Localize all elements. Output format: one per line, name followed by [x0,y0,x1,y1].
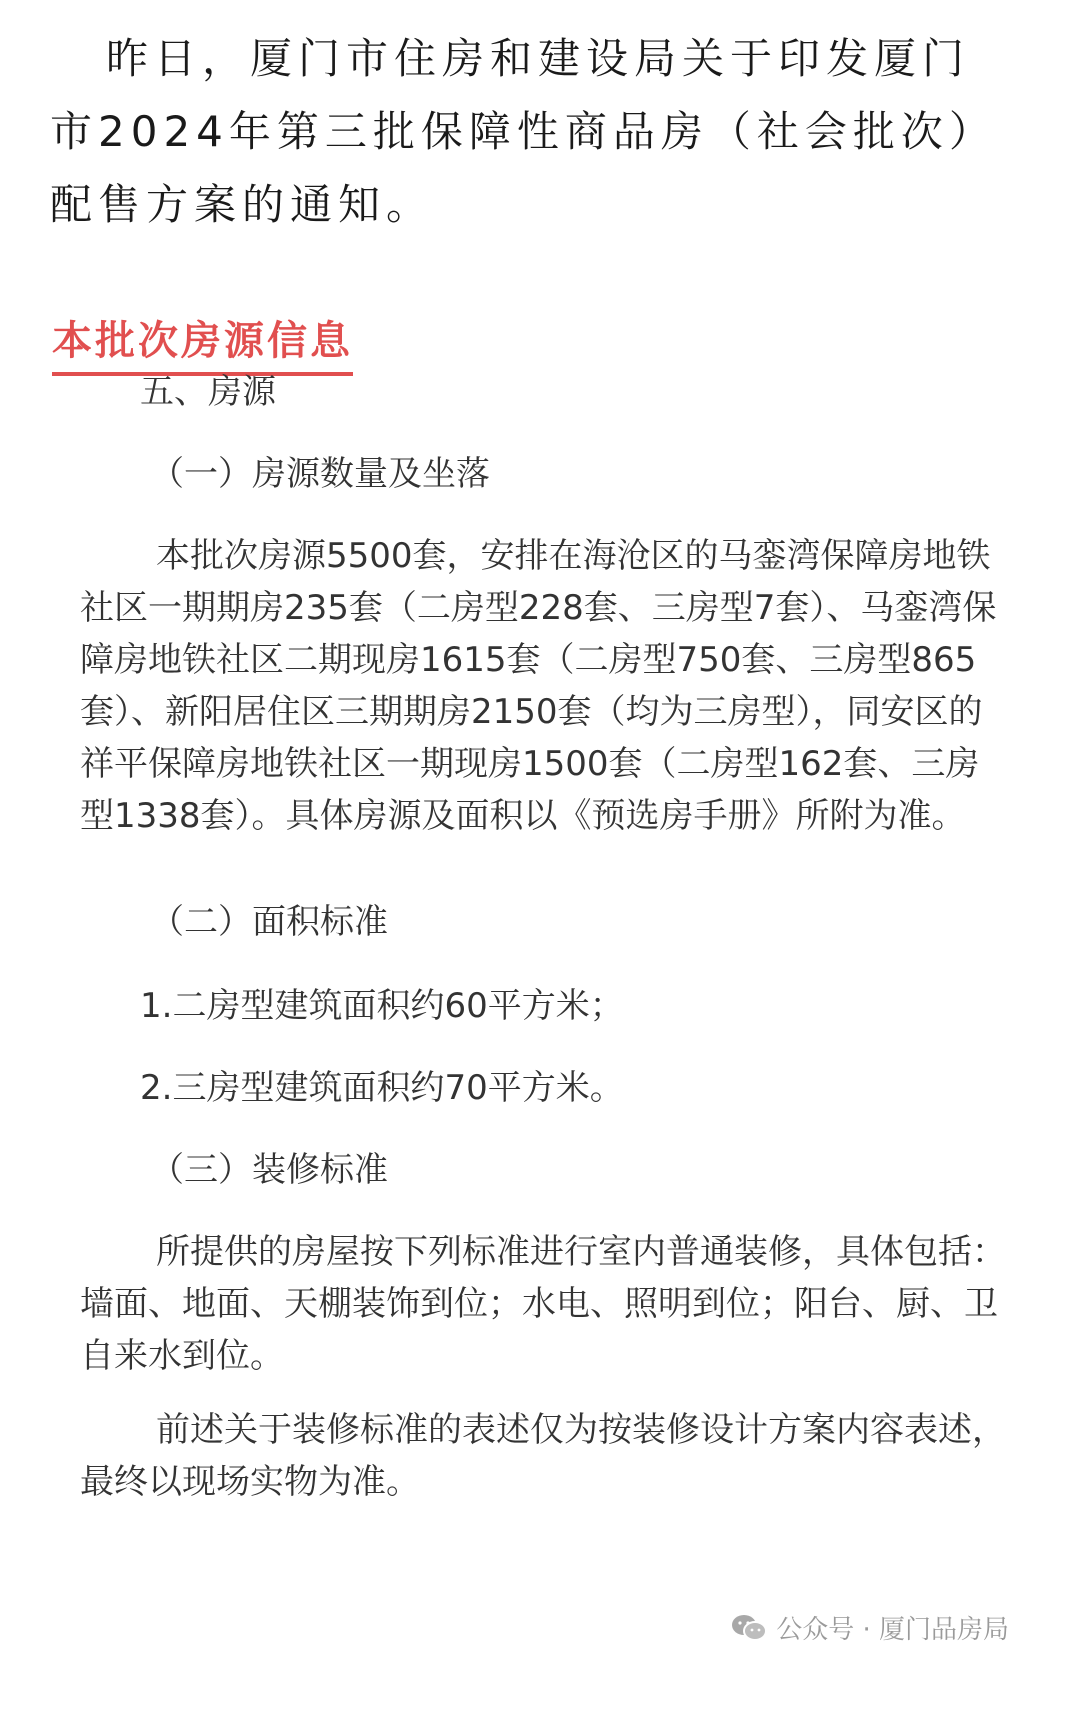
subheading-area-standard: （二）面积标准 [150,902,388,942]
paragraph-quantity-location [80,530,1010,842]
subheading-quantity-location: （一）房源数量及坐落 [150,454,490,494]
paragraph-decoration-note [80,1404,1010,1508]
section-title: 本批次房源信息 [52,318,353,376]
section-heading-housing: 五、房源 [140,372,276,412]
paragraph-decoration-standard [80,1226,1010,1382]
watermark-text: 公众号 · 厦门品房局 [776,1615,1009,1645]
subheading-decoration-standard: （三）装修标准 [150,1150,388,1190]
wechat-icon [730,1613,768,1643]
paragraph-text: 本批次房源5500套，安排在海沧区的马銮湾保障房地铁社区一期期房235套（二房型228套、三房型7套）、马銮湾保障房地铁社区二期现房1615套（二房型750套、三房型865套）、新阳居住区三期期房2150套（均为三房型），同安区的祥平保障房地铁社区一期现房1500套（二房型162套、三房型1338套）。具体房源及面积以《预选房手册》所附为准。 [80,536,997,836]
watermark [730,1609,1009,1646]
paragraph-text: 所提供的房屋按下列标准进行室内普通装修，具体包括：墙面、地面、天棚装饰到位；水电、照明到位；阳台、厨、卫自来水到位。 [80,1232,1006,1376]
area-item-two-room: 1.二房型建筑面积约60平方米； [140,986,624,1026]
paragraph-text: 前述关于装修标准的表述仅为按装修设计方案内容表述，最终以现场实物为准。 [80,1410,1006,1502]
intro-paragraph [50,22,1010,241]
intro-text: 昨日，厦门市住房和建设局关于印发厦门市2024年第三批保障性商品房（社会批次）配售方案的通知。 [50,34,997,229]
area-item-three-room: 2.三房型建筑面积约70平方米。 [140,1068,624,1108]
